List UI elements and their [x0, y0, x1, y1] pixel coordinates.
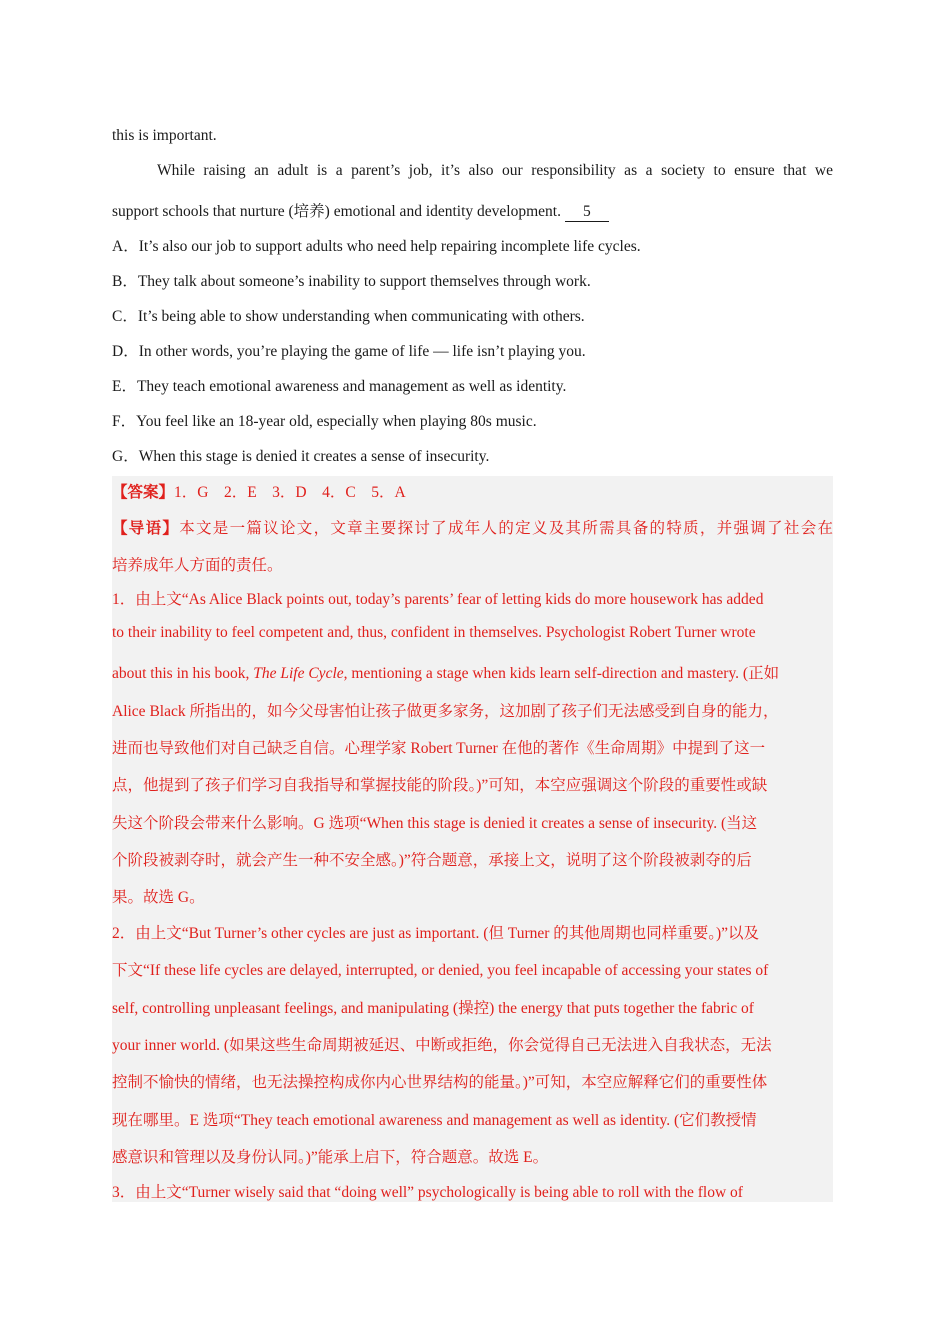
option-e [112, 374, 833, 396]
option-c [112, 304, 833, 326]
option-d [112, 339, 833, 361]
explanation-line: self, controlling unpleasant feelings, and manipulating (操控) the energy that puts together the fabric of [112, 1000, 754, 1017]
guide-line [112, 516, 833, 538]
option-text: It’s being able to show understanding when communicating with others. [137, 308, 585, 325]
option-text: They talk about someone’s inability to support themselves through work. [137, 273, 591, 290]
passage-paragraph-line: While raising an adult is a parent’s job, it’s also our responsibility as a society to ensure that we [157, 162, 833, 179]
explanation-line: 下文“If these life cycles are delayed, interrupted, or denied, you feel incapable of accessing your states of [112, 962, 769, 979]
option-text: They teach emotional awareness and management as well as identity. [136, 378, 567, 395]
option-a [112, 234, 833, 256]
explanation-line: 3．由上文“Turner wisely said that “doing well” psychologically is being able to roll with the flow of [112, 1184, 743, 1201]
passage-line: this is important. [112, 127, 217, 144]
option-label: E． [112, 378, 137, 395]
option-text: It’s also our job to support adults who need help repairing incomplete life cycles. [138, 238, 641, 255]
explanation-line: 进而也导致他们对自己缺乏自信。心理学家 Robert Turner 在他的著作《生命周期》中提到了这一 [112, 740, 766, 757]
answer-explanation-box [112, 476, 833, 1202]
explanation-text: about this in his book, [112, 665, 254, 682]
explanation-line: 1．由上文“As Alice Black points out, today’s parents’ fear of letting kids do more housework has added [112, 591, 764, 608]
answer-blank-5: 5 [565, 203, 609, 222]
passage-paragraph-line [112, 199, 833, 222]
answer-line [112, 480, 833, 502]
explanation-line: your inner world. (如果这些生命周期被延迟、中断或拒绝，你会觉得自己无法进入自我状态，无法 [112, 1037, 772, 1054]
explanation-text: , mentioning a stage when kids learn self-direction and mastery. (正如 [343, 665, 780, 682]
explanation-line: 控制不愉快的情绪，也无法操控构成你内心世界结构的能量。)”可知，本空应解释它们的重要性体 [112, 1074, 768, 1091]
explanation-line: to their inability to feel competent and, thus, confident in themselves. Psychologist Robert Turner wrote [112, 624, 756, 641]
option-label: G． [112, 448, 139, 465]
guide-line: 培养成年人方面的责任。 [112, 557, 283, 574]
option-text: When this stage is denied it creates a sense of insecurity. [138, 448, 490, 465]
answer-text: 1．G 2．E 3．D 4．C 5．A [174, 484, 406, 501]
option-label: D． [112, 343, 139, 360]
option-label: A． [112, 238, 139, 255]
explanation-line: 失这个阶段会带来什么影响。G 选项“When this stage is denied it creates a sense of insecurity. (当这 [112, 815, 758, 832]
explanation-line: Alice Black 所指出的，如今父母害怕让孩子做更多家务，这加剧了孩子们无法感受到自身的能力， [112, 703, 779, 720]
guide-text: 本文是一篇议论文，文章主要探讨了成年人的定义及其所需具备的特质，并强调了社会在 [179, 520, 833, 537]
book-title: The Life Cycle [253, 665, 344, 682]
option-text: In other words, you’re playing the game of life — life isn’t playing you. [138, 343, 586, 360]
option-label: F． [112, 413, 137, 430]
option-label: C． [112, 308, 138, 325]
answer-tag: 【答案】 [112, 484, 175, 501]
passage-text: support schools that nurture (培养) emotional and identity development. [112, 203, 561, 220]
option-label: B． [112, 273, 138, 290]
explanation-line: 点，他提到了孩子们学习自我指导和掌握技能的阶段。)”可知，本空应强调这个阶段的重要性或缺 [112, 777, 768, 794]
option-b [112, 269, 833, 291]
option-g [112, 444, 833, 466]
explanation-line: 个阶段被剥夺时，就会产生一种不安全感。)”符合题意，承接上文，说明了这个阶段被剥夺的后 [112, 852, 752, 869]
explanation-line: 现在哪里。E 选项“They teach emotional awareness and management as well as identity. (它们教授情 [112, 1112, 757, 1129]
guide-tag: 【导语】 [112, 520, 180, 537]
explanation-line: 2．由上文“But Turner’s other cycles are just as important. (但 Turner 的其他周期也同样重要。)”以及 [112, 925, 760, 942]
option-f [112, 409, 833, 431]
explanation-line [112, 661, 833, 683]
explanation-line: 果。故选 G。 [112, 889, 205, 906]
explanation-line: 感意识和管理以及身份认同。)”能承上启下，符合题意。故选 E。 [112, 1149, 549, 1166]
option-text: You feel like an 18-year old, especially when playing 80s music. [136, 413, 537, 430]
